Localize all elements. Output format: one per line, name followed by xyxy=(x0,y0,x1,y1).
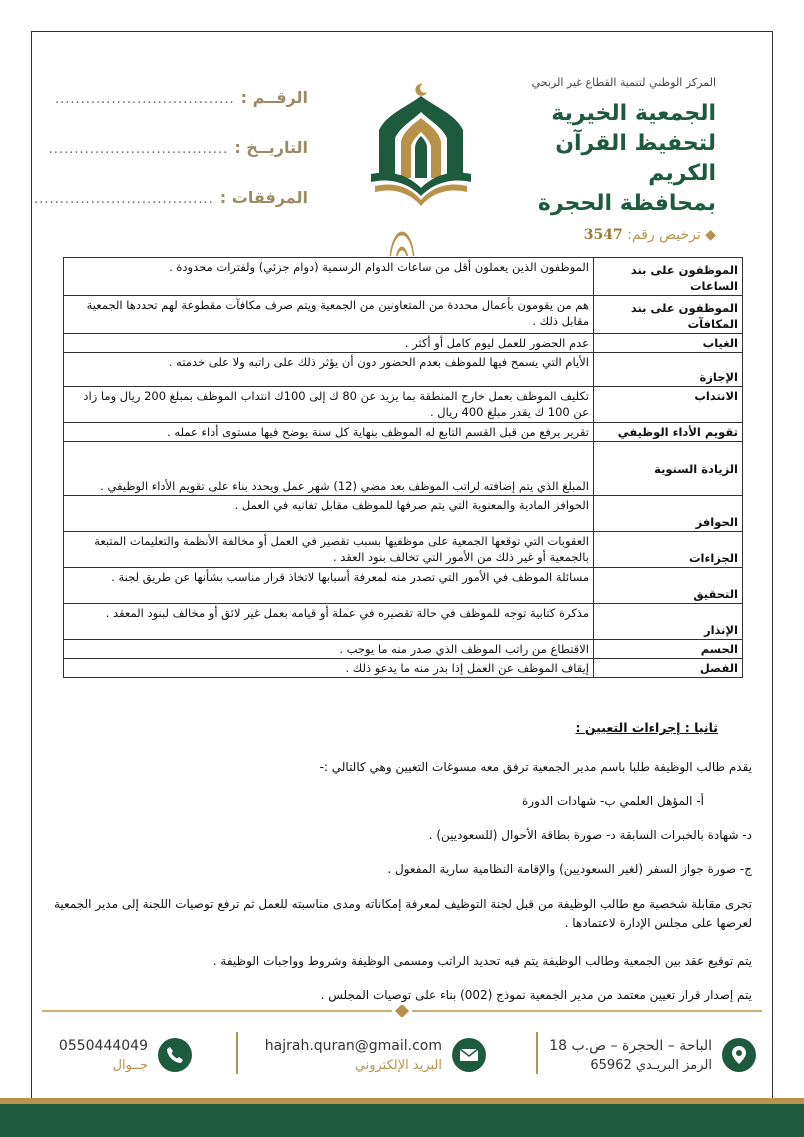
paragraph: يقدم طالب الوظيفة طلبا باسم مدير الجمعية ترفق معه مسوغات التعيين وهي كالتالي :- xyxy=(319,760,752,774)
table-row xyxy=(64,496,743,532)
ref-dots: ................................... xyxy=(54,92,235,107)
license-label: ترخيص رقم: xyxy=(627,227,701,243)
desc-cell: إيقاف الموظف عن العمل إذا بدر منه ما يدعو ذلك . xyxy=(64,659,594,678)
footer-separator xyxy=(536,1032,538,1074)
desc-cell: الأيام التي يسمح فيها للموظف بعدم الحضور دون أن يؤثر ذلك على راتبه ولا على خدمته . xyxy=(64,353,594,387)
desc-cell: عدم الحضور للعمل ليوم كامل أو أكثر . xyxy=(64,334,594,353)
term-cell: الإنذار xyxy=(594,604,743,640)
org-name-2: لتحفيظ القرآن الكريم xyxy=(555,131,716,186)
term-cell: الموظفون على بند الساعات xyxy=(594,258,743,296)
ref-label: الرقــم : xyxy=(240,88,308,107)
table-row xyxy=(64,296,743,334)
table-row xyxy=(64,387,743,423)
table-row xyxy=(64,423,743,442)
date-line xyxy=(48,138,308,188)
desc-cell: مسائلة الموظف في الأمور التي تصدر منه لمعرفة أسبابها لاتخاذ قرار مناسب بشأنها عن طريق لجنة . xyxy=(64,568,594,604)
footer-separator xyxy=(236,1032,238,1074)
footer-phone xyxy=(59,1030,192,1080)
attach-dots: ................................... xyxy=(34,192,214,207)
footer-email xyxy=(265,1030,486,1080)
paragraph: يتم توقيع عقد بين الجمعية وطالب الوظيفة يتم فيه تحديد الراتب ومسمى الوظيفة وشروط وواجبات الوظيفة . xyxy=(212,954,752,968)
footer-address xyxy=(549,1030,756,1080)
ref-line xyxy=(54,88,308,138)
org-block xyxy=(486,76,716,243)
logo-mosque-book xyxy=(365,78,477,208)
email-text xyxy=(265,1038,442,1073)
term-cell: التحقيق xyxy=(594,568,743,604)
section-title: ثانيا : إجراءات التعيين : xyxy=(575,720,718,735)
org-name-3: بمحافظة الحجرة xyxy=(537,191,716,216)
desc-cell: تقرير يرفع من قبل القسم التابع له الموظف بنهاية كل سنة يوضح فيها مستوى أداء عمله . xyxy=(64,423,594,442)
date-label: التاريــخ : xyxy=(234,138,308,157)
location-pin-icon xyxy=(722,1038,756,1072)
address-text xyxy=(549,1038,712,1073)
footer-green-bar xyxy=(0,1104,804,1137)
term-cell: الغياب xyxy=(594,334,743,353)
term-cell: الجزاءات xyxy=(594,532,743,568)
footer-divider xyxy=(42,1005,762,1017)
term-cell: الفصل xyxy=(594,659,743,678)
address-sub: الرمز البريـدي 65962 xyxy=(590,1057,712,1073)
term-cell: الحوافز xyxy=(594,496,743,532)
address-main: الباحة – الحجرة – ص.ب 18 xyxy=(549,1037,712,1054)
header-fields xyxy=(34,88,308,238)
header-divider xyxy=(84,226,720,256)
desc-cell: الحوافز المادية والمعنوية التي يتم صرفها للموظف مقابل تفانيه في العمل . xyxy=(64,496,594,532)
term-cell: الحسم xyxy=(594,640,743,659)
desc-cell: هم من يقومون بأعمال محددة من المتعاونين من الجمعية ويتم صرف مكافآت مقطوعة لهم تحددها الجمعية مقابل ذلك . xyxy=(64,296,594,334)
email-main: hajrah.quran@gmail.com xyxy=(264,1037,442,1054)
org-name-1: الجمعية الخيرية xyxy=(551,101,716,126)
table-row xyxy=(64,353,743,387)
paragraph: تجرى مقابلة شخصية مع طالب الوظيفة من قبل لجنة التوظيف لمعرفة إمكاناته ومدى مناسبته للعمل ثم ترفع توصيات اللجنة إلى مدير الجمعية لعرضها على مجلس الإدارة لاعتمادها . xyxy=(53,897,752,930)
table-row xyxy=(64,334,743,353)
table-row xyxy=(64,640,743,659)
table-row xyxy=(64,532,743,568)
desc-cell: تكليف الموظف بعمل خارج المنطقة بما يزيد عن 80 ك إلى 100ك انتداب الموظف بمبلغ 200 ريال وما زاد عن 100 ك يقدر مبلغ 400 ريال . xyxy=(64,387,594,423)
term-cell: الزيادة السنوية xyxy=(594,442,743,496)
term-cell: الانتداب xyxy=(594,387,743,423)
table-row xyxy=(64,568,743,604)
desc-cell: العقوبات التي توقعها الجمعية على موظفيها بسبب تقصير في العمل أو مخالفة الأنظمة والتعليمات المتبعة بالجمعية أو غير ذلك من الأمور التي تخالف بنود العقد . xyxy=(64,532,594,568)
desc-cell: مذكرة كتابية توجه للموظف في حالة تقصيره في عملة أو قيامه بعمل غير لائق أو مخالف لبنود المعقد . xyxy=(64,604,594,640)
phone-main: 0550444049 xyxy=(58,1037,148,1054)
term-cell: تقويم الأداء الوظيفي xyxy=(594,423,743,442)
date-dots: ................................... xyxy=(48,142,229,157)
desc-cell: المبلغ الذي يتم إضافته لراتب الموظف بعد مضي (12) شهر عمل ويحدد بناء على تقويم الأداء الوظيفي . xyxy=(64,442,594,496)
phone-sub: جــوال xyxy=(112,1057,148,1073)
email-sub: البريد الإلكتروني xyxy=(354,1057,442,1073)
mail-icon xyxy=(452,1038,486,1072)
desc-cell: الاقتطاع من راتب الموظف الذي صدر منه ما يوجب . xyxy=(64,640,594,659)
diamond-icon: ◆ xyxy=(705,227,716,243)
paragraph: د- شهادة بالخبرات السابقة د- صورة بطاقة الأحوال (للسعوديين) . xyxy=(428,828,752,842)
desc-cell: الموظفون الذين يعملون أقل من ساعات الدوام الرسمية (دوام جزئي) ولفترات محدودة . xyxy=(64,258,594,296)
paragraph: ج- صورة جواز السفر (لغير السعوديين) والإقامة النظامية سارية المفعول . xyxy=(387,862,752,876)
table-row xyxy=(64,258,743,296)
org-parent: المركز الوطني لتنمية القطاع غير الربحي xyxy=(531,76,716,89)
term-cell: الموظفون على بند المكافآت xyxy=(594,296,743,334)
table-row xyxy=(64,604,743,640)
definitions-table xyxy=(63,257,743,678)
paragraph: يتم إصدار قرار تعيين معتمد من مدير الجمعية نموذج (002) بناء على توصيات المجلس . xyxy=(320,988,752,1002)
table-row xyxy=(64,442,743,496)
term-cell: الإجازة xyxy=(594,353,743,387)
phone-icon xyxy=(158,1038,192,1072)
license-number: 3547 xyxy=(583,227,623,243)
table-row xyxy=(64,659,743,678)
paragraph: أ- المؤهل العلمي ب- شهادات الدورة xyxy=(522,794,704,808)
attach-label: المرفقات : xyxy=(219,188,308,207)
phone-text xyxy=(59,1038,148,1073)
